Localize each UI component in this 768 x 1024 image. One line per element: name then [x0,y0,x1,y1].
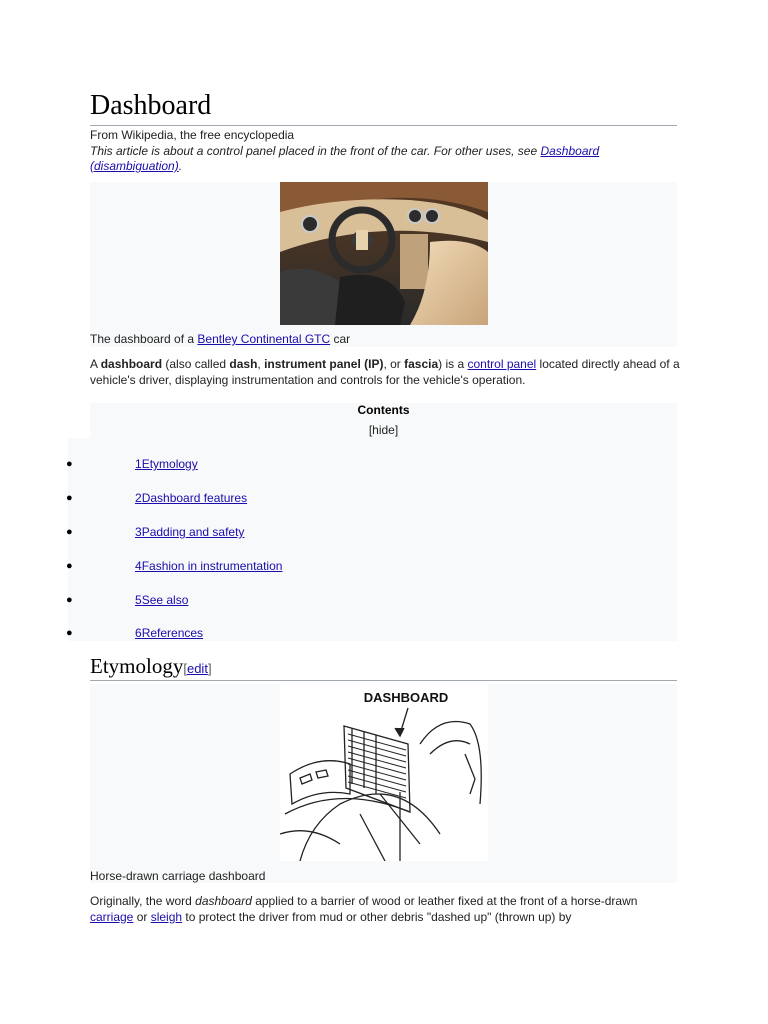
car-dashboard-image [280,182,488,325]
title-divider [90,125,677,126]
toc-hide-toggle[interactable]: [hide] [368,423,399,437]
toc-link[interactable]: 6References [135,626,204,640]
disambiguation-link[interactable]: Dashboard (disambiguation) [90,144,600,173]
control-panel-link[interactable]: control panel [467,357,537,371]
toc-item-references[interactable] [66,625,626,641]
toc-link[interactable]: 1Etymology [135,457,198,471]
intro-text: , [257,357,265,371]
toc-item-fashion[interactable] [66,558,626,574]
toc-item-etymology[interactable] [66,456,626,472]
site-subtitle: From Wikipedia, the free encyclopedia [90,128,295,142]
section-divider [90,680,677,681]
heading-text: Etymology [90,654,184,678]
bullet-icon: ● [66,458,73,470]
bentley-link[interactable]: Bentley Continental GTC [197,332,331,346]
caption-text-end: car [330,332,351,346]
hatnote-text: This article is about a control panel placed in the front of the car. For other uses, see [90,144,541,158]
intro-paragraph [90,357,680,388]
bullet-icon: ● [66,627,73,639]
carriage-link[interactable]: carriage [90,909,134,924]
term-fascia: fascia [404,357,439,371]
toc-item-padding[interactable] [66,524,626,540]
dashboard-label: DASHBOARD [363,690,449,705]
intro-text: , or [383,357,405,371]
etymology-paragraph [90,894,670,925]
toc-title: Contents [357,403,410,417]
edit-link[interactable]: edit [186,661,208,676]
section-heading-etymology [90,654,212,679]
para-emphasis: dashboard [195,894,252,908]
intro-text: ) is a [438,357,468,371]
hatnote-end: . [178,159,183,173]
intro-text: (also called [162,357,230,371]
bullet-icon: ● [66,594,73,606]
intro-text: located directly ahead of a vehicle's driver, displaying instrumentation and controls for the vehicle's operation. [90,357,680,387]
caption-text: The dashboard of a [90,332,198,346]
toc-link[interactable]: 2Dashboard features [135,491,248,505]
term-dash: dash [229,357,258,371]
intro-text: A [90,357,101,371]
bullet-icon: ● [66,492,73,504]
bullet-icon: ● [66,526,73,538]
figure-caption-carriage: Horse-drawn carriage dashboard [90,869,266,883]
toc-item-features[interactable] [66,490,626,506]
edit-section: [edit] [183,661,212,676]
page-title: Dashboard [90,90,212,121]
hatnote [90,144,660,174]
toc-link[interactable]: 3Padding and safety [135,525,245,539]
figure-caption-car [90,332,350,346]
para-text: applied to a barrier of wood or leather fixed at the front of a horse-drawn [251,894,638,908]
toc-link[interactable]: 5See also [135,593,189,607]
para-text: Originally, the word [90,894,196,908]
sleigh-link[interactable]: sleigh [150,909,183,924]
bullet-icon: ● [66,560,73,572]
toc-link[interactable]: 4Fashion in instrumentation [135,559,283,573]
term-instrument-panel: instrument panel (IP) [264,357,384,371]
toc-item-see-also[interactable] [66,592,626,608]
carriage-dashboard-image [280,684,488,861]
para-text: to protect the driver from mud or other debris "dashed up" (thrown up) by [182,909,572,924]
term-dashboard: dashboard [100,357,163,371]
para-text: or [133,909,151,924]
